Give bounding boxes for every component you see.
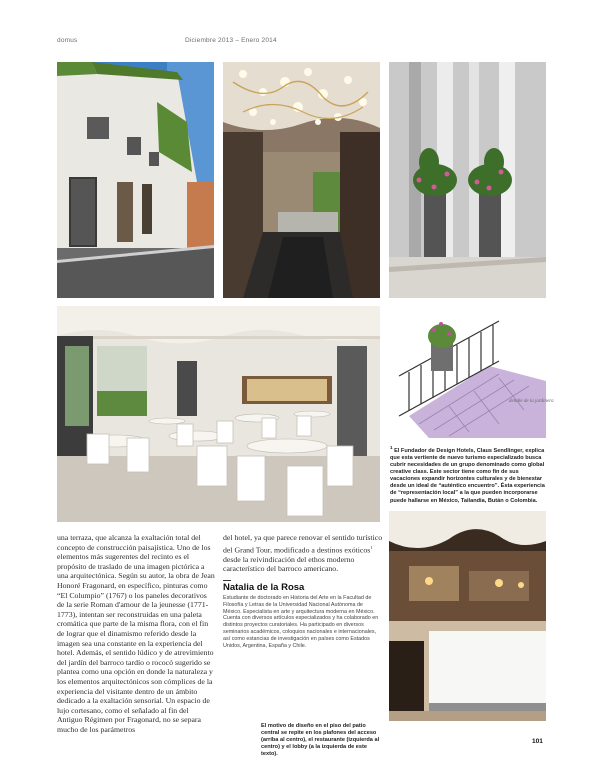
photo-lobby-ceiling-lights [223, 62, 380, 298]
running-head-issue-date: Diciembre 2013 – Enero 2014 [185, 37, 277, 44]
body-footnote-ref: 1 [370, 544, 373, 550]
caption-photos: El motivo de diseño en el piso del patio central se repite en los plafones del acceso (arriba al centro), el restaurante (izquierda al centro) y el lobby (a la izquierda de este texto). [261, 723, 380, 758]
photo-hotel-street-facade [57, 62, 214, 298]
caption-sketch [390, 444, 546, 505]
page-number: 101 [532, 738, 543, 745]
body-text-column-left [57, 533, 215, 734]
caption-sketch-text: El Fundador de Design Hotels, Claus Sendlinger, explica que esta vertiente de nuevo turismo especializado busca cubrir necesidades de un grupo denominado como global creative class. Este sector tiene como fin de sus vacaciones expandir horizontes culturales y de bienestar desde un ideal de “auténtico encuentro”. Ésta experiencia de “representación local” a la que pueden incorporarse puede hallarse en México, Tailandia, Bután o Colombia. [390, 447, 545, 504]
photo-planters-wall [389, 62, 546, 298]
photo-lobby-reception [389, 511, 546, 721]
photo-restaurant-interior [57, 306, 380, 522]
body-text-column-right [223, 533, 383, 574]
sketch-annotation: detalle de la jardinera [509, 399, 554, 404]
body-paragraph-left: una terraza, que alcanza la exaltación total del concepto de construcción paisajística. Uno de los elementos más sugerentes del recinto es el propósito de traslado de una imagen pictórica a una arquitectónica. Según su autor, la obra de Jean Honoré Fragonard, en específico, pinturas como “El Columpio” (1767) o los paneles decorativos de la serie Roman d'amour de la jeunesse (1771-1773), intentan ser reconstruidas en una paleta cromática que parte de la misma flora, con el fin de lograr que el dinamismo referido desde la imagen sea una constante en la experiencia del hotel. Además, el sentido lúdico y de atrevimiento del jardín del barroco tardío o rococó sugerido se plantea como una opción en donde la naturaleza y los elementos arquitectónicos son cómplices de la experiencia del visitante dentro de un ámbito dedicado a la exaltación sensorial. Un espacio de lujo cortesano, como el señalado al fin del Antiguo Régimen por Fragonard, no se separa mucho de los parámetros [57, 533, 215, 734]
body-right-part-a: del hotel, ya que parece renovar el sentido turístico del Grand Tour, modificado a destinos exóticos [223, 533, 383, 555]
running-head-magazine: domus [57, 37, 78, 44]
author-divider [223, 580, 231, 581]
photo-sketch-planter-balcony [389, 306, 554, 438]
body-right-part-b: desde la reivindicación del ethos moderno característico del barroco americano. [223, 554, 355, 574]
body-paragraph-right [223, 533, 383, 574]
caption-footnote-number: 1 [390, 445, 393, 450]
author-bio: Estudiante de doctorado en Historia del Arte en la Facultad de Filosofía y Letras de la Universidad Nacional Autónoma de México. Especialista en arte y arquitectura moderna en México. Cuenta con diversos artículos especializados y ha colaborado en distintos proyectos curatoriales. Ha participado en diversos seminarios académicos, coloquios nacionales e internacionales, así como estancias de investigación en países como Estados Unidos, Argentina, España y Chile. [223, 595, 379, 649]
author-name: Natalia de la Rosa [223, 582, 305, 593]
